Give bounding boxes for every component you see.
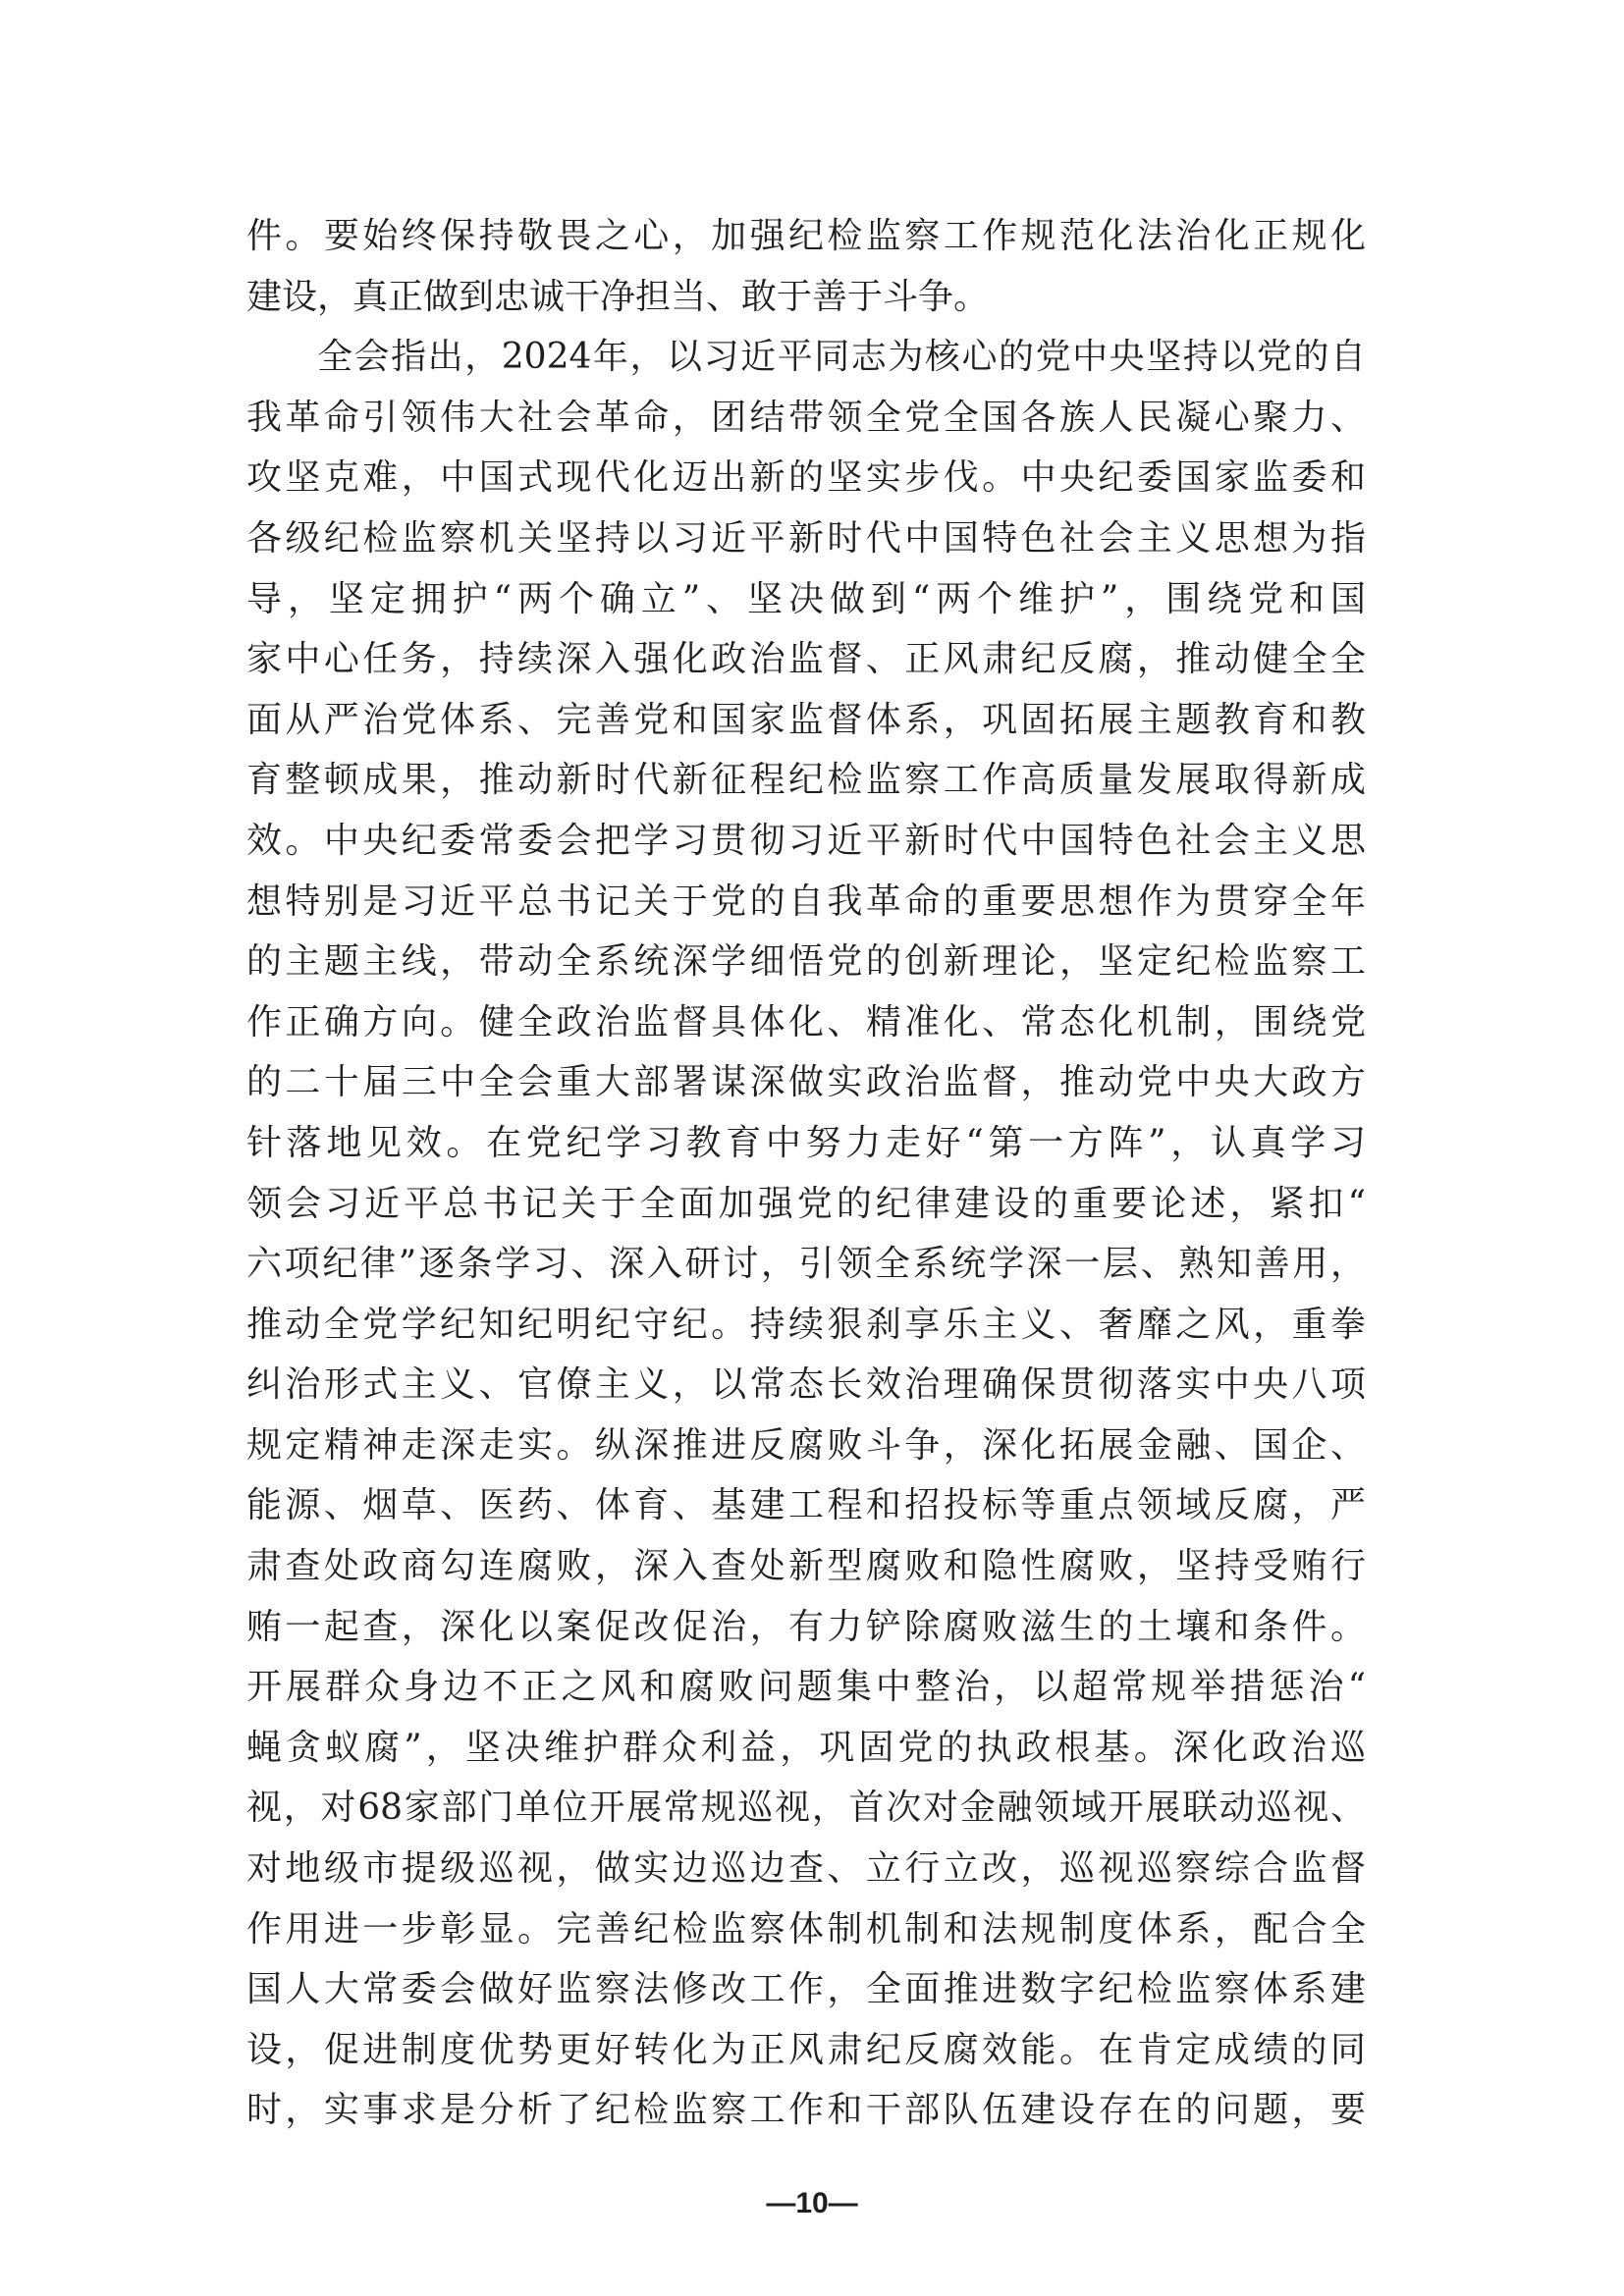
text-line: 的二十届三中全会重大部署谋深做实政治监督，推动党中央大政方: [246, 1062, 1366, 1103]
text-line: 我革命引领伟大社会革命，团结带领全党全国各族人民凝心聚力、: [246, 397, 1366, 438]
body-text: [246, 206, 1366, 2141]
text-line: 各级纪检监察机关坚持以习近平新时代中国特色社会主义思想为指: [246, 517, 1366, 559]
text-line: 视，对68家部门单位开展常规巡视，首次对金融领域开展联动巡视、: [246, 1788, 1366, 1829]
text-line: 时，实事求是分析了纪检监察工作和干部队伍建设存在的问题，要: [246, 2090, 1366, 2131]
text-line: 效。中央纪委常委会把学习贯彻习近平新时代中国特色社会主义思: [246, 820, 1366, 861]
text-line: 件。要始终保持敬畏之心，加强纪检监察工作规范化法治化正规化: [246, 216, 1366, 256]
text-line: 贿一起查，深化以案促改促治，有力铲除腐败滋生的土壤和条件。: [246, 1606, 1366, 1647]
text-line: 纠治形式主义、官僚主义，以常态长效治理确保贯彻落实中央八项: [246, 1364, 1366, 1406]
text-line: 全会指出，2024年，以习近平同志为核心的党中央坚持以党的自: [317, 337, 1366, 378]
text-line: 作正确方向。健全政治监督具体化、精准化、常态化机制，围绕党: [246, 1001, 1366, 1042]
text-line: 面从严治党体系、完善党和国家监督体系，巩固拓展主题教育和教: [246, 699, 1366, 740]
page-number: —10—: [766, 2187, 858, 2219]
text-line: 推动全党学纪知纪明纪守纪。持续狠刹享乐主义、奢靡之风，重拳: [246, 1304, 1366, 1345]
text-line: 六项纪律”逐条学习、深入研讨，引领全系统学深一层、熟知善用，: [246, 1244, 1366, 1285]
text-line: 想特别是习近平总书记关于党的自我革命的重要思想作为贯穿全年: [246, 881, 1366, 922]
text-line: 国人大常委会做好监察法修改工作，全面推进数字纪检监察体系建: [246, 1969, 1366, 2010]
text-line: 能源、烟草、医药、体育、基建工程和招投标等重点领域反腐，严: [246, 1485, 1366, 1526]
text-line: 的主题主线，带动全系统深学细悟党的创新理论，坚定纪检监察工: [246, 941, 1366, 983]
text-line: 蝇贪蚁腐”，坚决维护群众利益，巩固党的执政根基。深化政治巡: [246, 1727, 1366, 1768]
text-line: 规定精神走深走实。纵深推进反腐败斗争，深化拓展金融、国企、: [246, 1424, 1366, 1466]
text-line: 领会习近平总书记关于全面加强党的纪律建设的重要论述，紧扣“: [246, 1183, 1366, 1224]
text-line: 建设，真正做到忠诚干净担当、敢于善于斗争。: [246, 276, 990, 317]
text-line: 设，促进制度优势更好转化为正风肃纪反腐效能。在肯定成绩的同: [246, 2029, 1366, 2070]
text-line: 针落地见效。在党纪学习教育中努力走好“第一方阵”，认真学习: [246, 1122, 1366, 1163]
text-line: 攻坚克难，中国式现代化迈出新的坚实步伐。中央纪委国家监委和: [246, 457, 1366, 499]
text-line: 家中心任务，持续深入强化政治监督、正风肃纪反腐，推动健全全: [246, 639, 1366, 680]
text-line: 开展群众身边不正之风和腐败问题集中整治，以超常规举措惩治“: [246, 1667, 1366, 1708]
text-line: 导，坚定拥护“两个确立”、坚决做到“两个维护”，围绕党和国: [246, 578, 1366, 619]
text-line: 作用进一步彰显。完善纪检监察体制机制和法规制度体系，配合全: [246, 1908, 1366, 1949]
text-line: 育整顿成果，推动新时代新征程纪检监察工作高质量发展取得新成: [246, 760, 1366, 801]
text-line: 对地级市提级巡视，做实边巡边查、立行立改，巡视巡察综合监督: [246, 1848, 1366, 1890]
text-line: 肃查处政商勾连腐败，深入查处新型腐败和隐性腐败，坚持受贿行: [246, 1546, 1366, 1587]
